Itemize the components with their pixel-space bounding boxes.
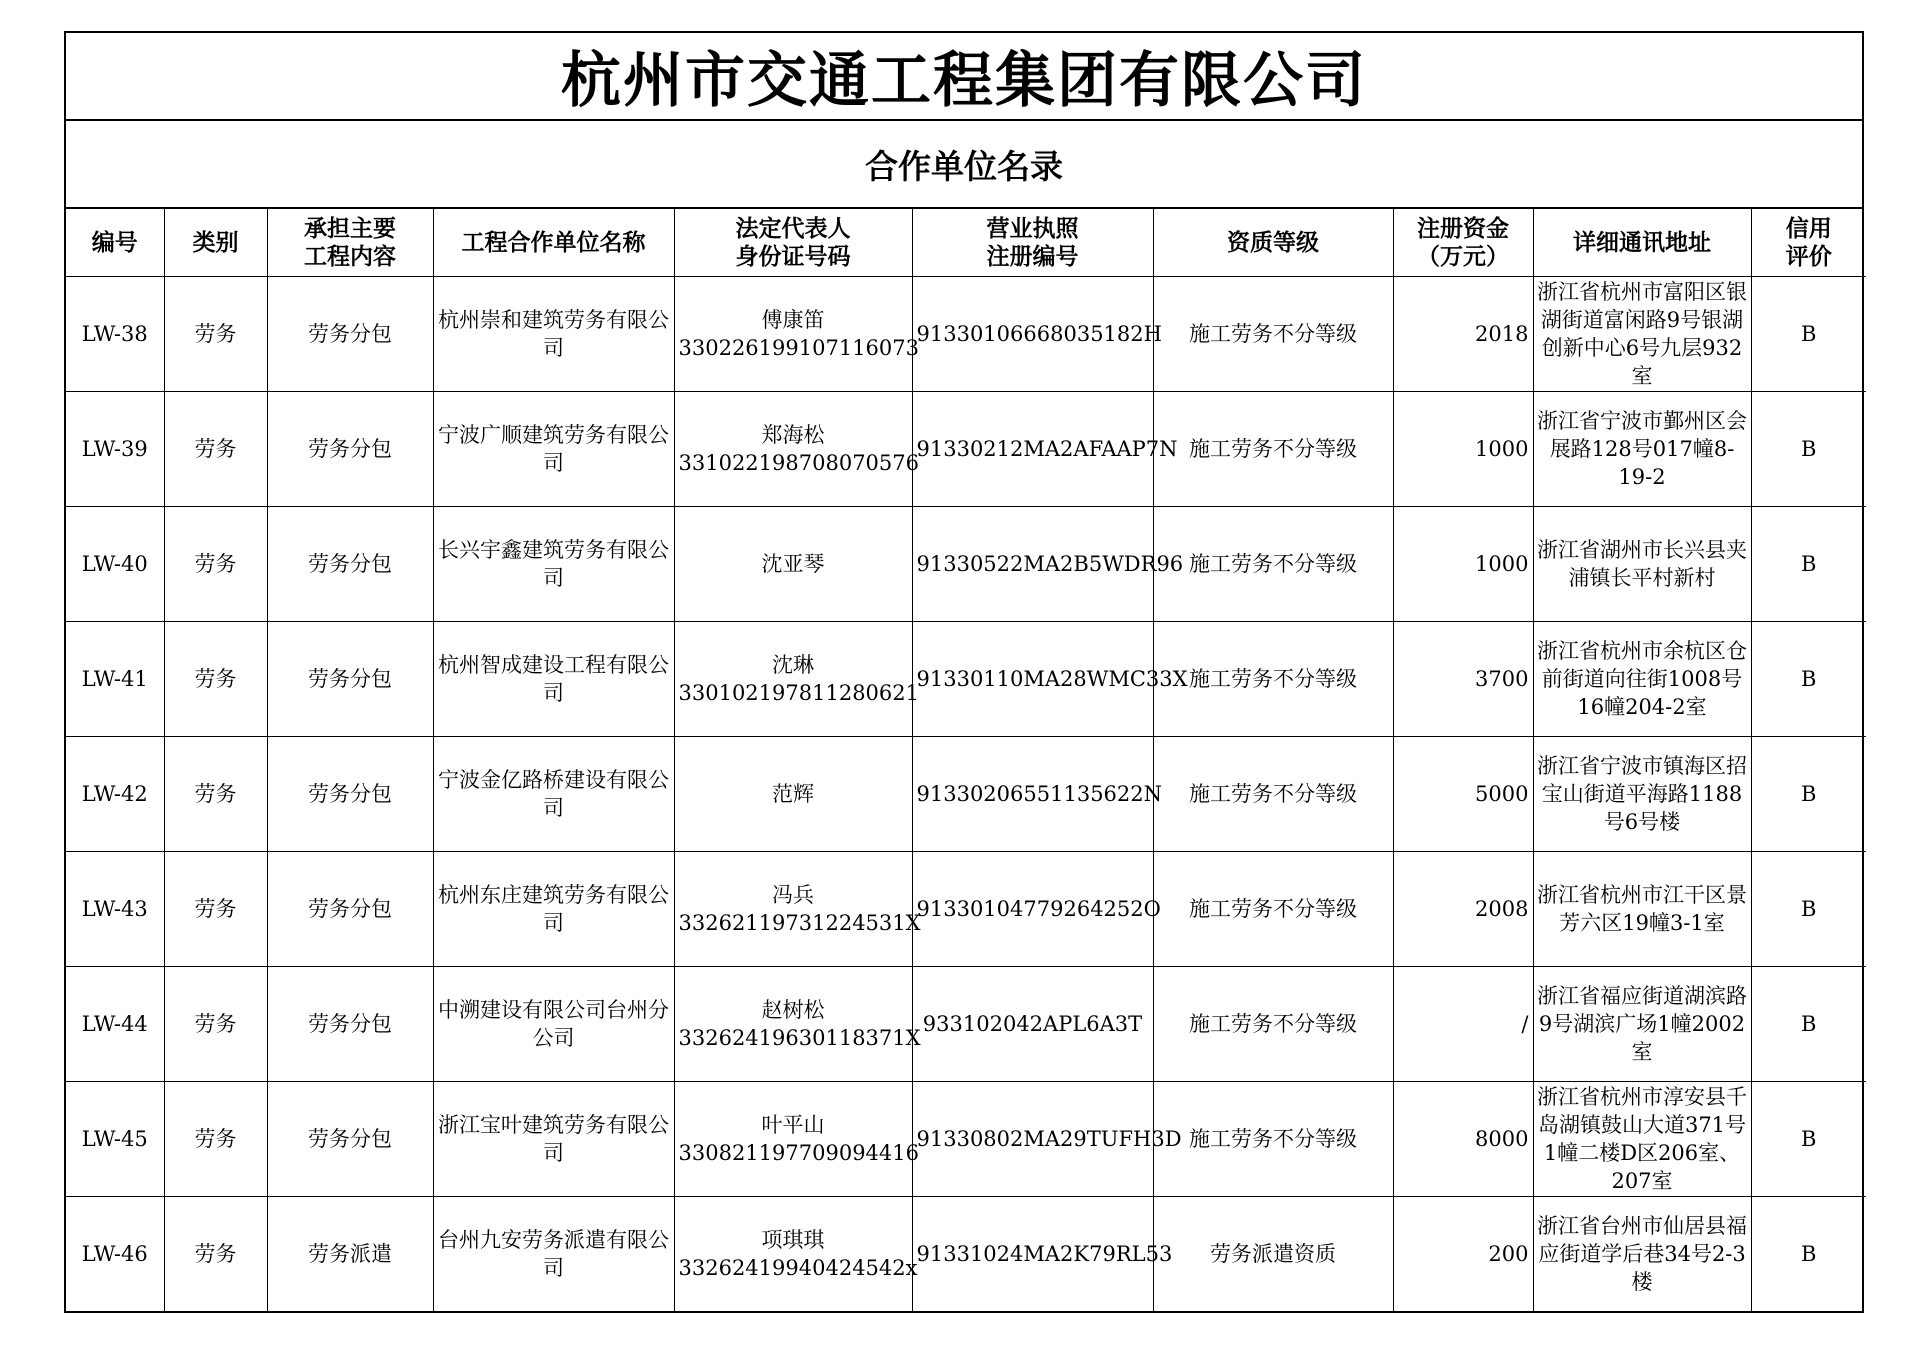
cell-address: 浙江省台州市仙居县福应街道学后巷34号2-3楼 <box>1533 1197 1751 1312</box>
cell-capital: 5000 <box>1393 737 1533 852</box>
cell-id: LW-43 <box>66 852 164 967</box>
cell-credit: B <box>1751 1197 1866 1312</box>
page-subtitle: 合作单位名录 <box>66 121 1862 209</box>
cell-id: LW-46 <box>66 1197 164 1312</box>
cell-category: 劳务 <box>164 967 267 1082</box>
cell-id: LW-39 <box>66 392 164 507</box>
header-id: 编号 <box>66 209 164 277</box>
cell-id: LW-44 <box>66 967 164 1082</box>
cell-qualification: 施工劳务不分等级 <box>1153 852 1393 967</box>
cell-representative <box>674 507 912 622</box>
header-credit-line2: 评价 <box>1785 243 1832 270</box>
table-row <box>66 507 1866 622</box>
cell-id: LW-42 <box>66 737 164 852</box>
rep-name: 叶平山 <box>761 1113 825 1137</box>
cell-credit: B <box>1751 622 1866 737</box>
cell-category: 劳务 <box>164 392 267 507</box>
cell-representative <box>674 852 921 967</box>
cell-category: 劳务 <box>164 852 267 967</box>
cell-qualification: 施工劳务不分等级 <box>1153 392 1393 507</box>
rep-name: 沈亚琴 <box>761 552 825 576</box>
cell-work: 劳务分包 <box>267 967 433 1082</box>
cell-work: 劳务分包 <box>267 1082 433 1197</box>
rep-name: 赵树松 <box>761 998 825 1022</box>
cell-name: 浙江宝叶建筑劳务有限公司 <box>433 1082 674 1197</box>
rep-id: 33262419940424542x <box>678 1256 918 1280</box>
cell-category: 劳务 <box>164 1082 267 1197</box>
cell-address: 浙江省湖州市长兴县夹浦镇长平村新村 <box>1533 507 1751 622</box>
cell-credit: B <box>1751 967 1866 1082</box>
cell-representative <box>674 1082 919 1197</box>
rep-name: 沈琳 <box>772 653 814 677</box>
cell-credit: B <box>1751 737 1866 852</box>
cell-qualification: 施工劳务不分等级 <box>1153 277 1393 392</box>
cell-name: 杭州崇和建筑劳务有限公司 <box>433 277 674 392</box>
rep-name: 郑海松 <box>761 423 825 447</box>
cell-representative <box>674 392 919 507</box>
cell-id: LW-41 <box>66 622 164 737</box>
cell-work: 劳务分包 <box>267 507 433 622</box>
cell-representative <box>674 277 919 392</box>
cell-id: LW-40 <box>66 507 164 622</box>
company-title: 杭州市交通工程集团有限公司 <box>66 33 1862 121</box>
cell-address: 浙江省杭州市江干区景芳六区19幢3-1室 <box>1533 852 1751 967</box>
cell-license: 91330212MA2AFAAP7N <box>912 392 1153 507</box>
header-capital-line2: （万元） <box>1417 243 1509 270</box>
table-row <box>66 1082 1866 1197</box>
cell-license: 91330206551135622N <box>912 737 1153 852</box>
cell-address: 浙江省福应街道湖滨路9号湖滨广场1幢2002室 <box>1533 967 1751 1082</box>
header-capital-line1: 注册资金 <box>1417 215 1509 242</box>
cell-representative <box>674 622 919 737</box>
cell-qualification: 施工劳务不分等级 <box>1153 622 1393 737</box>
cell-work: 劳务分包 <box>267 277 433 392</box>
rep-name: 冯兵 <box>772 883 814 907</box>
cell-license: 91330104779264252O <box>912 852 1153 967</box>
header-work <box>267 209 433 277</box>
cell-qualification: 施工劳务不分等级 <box>1153 1082 1393 1197</box>
header-license-line2: 注册编号 <box>986 243 1079 270</box>
rep-id: 33262419630118371X <box>678 1026 921 1050</box>
cell-capital: 3700 <box>1393 622 1533 737</box>
rep-name: 傅康笛 <box>761 308 825 332</box>
partner-table <box>66 209 1866 1311</box>
header-credit-line1: 信用 <box>1785 215 1832 242</box>
rep-id: 331022198708070576 <box>678 451 919 475</box>
rep-name: 项琪琪 <box>761 1228 825 1252</box>
cell-address: 浙江省宁波市镇海区招宝山街道平海路1188号6号楼 <box>1533 737 1751 852</box>
cell-name: 台州九安劳务派遣有限公司 <box>433 1197 674 1312</box>
header-license <box>912 209 1153 277</box>
cell-name: 杭州智成建设工程有限公司 <box>433 622 674 737</box>
cell-name: 宁波金亿路桥建设有限公司 <box>433 737 674 852</box>
cell-id: LW-38 <box>66 277 164 392</box>
cell-address: 浙江省杭州市余杭区仓前街道向往街1008号16幢204-2室 <box>1533 622 1751 737</box>
cell-license: 91330110MA28WMC33X <box>912 622 1153 737</box>
cell-qualification: 施工劳务不分等级 <box>1153 507 1393 622</box>
cell-capital: 2018 <box>1393 277 1533 392</box>
cell-capital: 2008 <box>1393 852 1533 967</box>
table-header-row <box>66 209 1866 277</box>
cell-address: 浙江省宁波市鄞州区会展路128号017幢8-19-2 <box>1533 392 1751 507</box>
cell-credit: B <box>1751 507 1866 622</box>
header-category: 类别 <box>164 209 267 277</box>
cell-work: 劳务分包 <box>267 737 433 852</box>
cell-work: 劳务分包 <box>267 392 433 507</box>
cell-category: 劳务 <box>164 1197 267 1312</box>
table-row <box>66 1197 1866 1312</box>
cell-capital: 1000 <box>1393 392 1533 507</box>
header-work-line2: 工程内容 <box>304 243 396 270</box>
rep-id: 330821197709094416 <box>678 1141 919 1165</box>
table-row <box>66 852 1866 967</box>
cell-name: 杭州东庄建筑劳务有限公司 <box>433 852 674 967</box>
cell-license: 91330802MA29TUFH3D <box>912 1082 1153 1197</box>
cell-qualification: 劳务派遣资质 <box>1153 1197 1393 1312</box>
table-row <box>66 737 1866 852</box>
cell-category: 劳务 <box>164 507 267 622</box>
rep-name: 范辉 <box>772 782 814 806</box>
table-row <box>66 967 1866 1082</box>
cell-category: 劳务 <box>164 622 267 737</box>
header-rep-line2: 身份证号码 <box>735 243 851 270</box>
cell-category: 劳务 <box>164 277 267 392</box>
header-name: 工程合作单位名称 <box>433 209 674 277</box>
rep-id: 330226199107116073 <box>678 336 919 360</box>
cell-address: 浙江省杭州市淳安县千岛湖镇鼓山大道371号1幢二楼D区206室、207室 <box>1533 1082 1751 1197</box>
cell-address: 浙江省杭州市富阳区银湖街道富闲路9号银湖创新中心6号九层932室 <box>1533 277 1751 392</box>
header-address: 详细通讯地址 <box>1533 209 1751 277</box>
cell-license: 91330106668035182H <box>912 277 1153 392</box>
cell-license: 933102042APL6A3T <box>912 967 1153 1082</box>
cell-name: 宁波广顺建筑劳务有限公司 <box>433 392 674 507</box>
header-capital <box>1393 209 1533 277</box>
table-row <box>66 392 1866 507</box>
cell-work: 劳务分包 <box>267 852 433 967</box>
cell-credit: B <box>1751 277 1866 392</box>
cell-license: 91330522MA2B5WDR96 <box>912 507 1153 622</box>
cell-credit: B <box>1751 1082 1866 1197</box>
cell-capital: 200 <box>1393 1197 1533 1312</box>
header-work-line1: 承担主要 <box>304 215 396 242</box>
cell-name: 长兴宇鑫建筑劳务有限公司 <box>433 507 674 622</box>
rep-id: 33262119731224531X <box>678 911 921 935</box>
cell-id: LW-45 <box>66 1082 164 1197</box>
cell-category: 劳务 <box>164 737 267 852</box>
header-license-line1: 营业执照 <box>986 215 1079 242</box>
cell-representative <box>674 967 921 1082</box>
cell-capital: / <box>1393 967 1533 1082</box>
header-qualification: 资质等级 <box>1153 209 1393 277</box>
cell-work: 劳务分包 <box>267 622 433 737</box>
header-representative <box>674 209 912 277</box>
rep-id: 330102197811280621 <box>678 681 919 705</box>
cell-credit: B <box>1751 852 1866 967</box>
cell-name: 中溯建设有限公司台州分公司 <box>433 967 674 1082</box>
partner-directory-sheet <box>64 31 1864 1313</box>
cell-capital: 8000 <box>1393 1082 1533 1197</box>
table-row <box>66 622 1866 737</box>
header-rep-line1: 法定代表人 <box>735 215 851 242</box>
cell-qualification: 施工劳务不分等级 <box>1153 967 1393 1082</box>
cell-representative <box>674 737 912 852</box>
cell-qualification: 施工劳务不分等级 <box>1153 737 1393 852</box>
cell-license: 91331024MA2K79RL53 <box>912 1197 1153 1312</box>
table-row <box>66 277 1866 392</box>
cell-credit: B <box>1751 392 1866 507</box>
cell-capital: 1000 <box>1393 507 1533 622</box>
cell-representative <box>674 1197 918 1312</box>
cell-work: 劳务派遣 <box>267 1197 433 1312</box>
header-credit <box>1751 209 1866 277</box>
